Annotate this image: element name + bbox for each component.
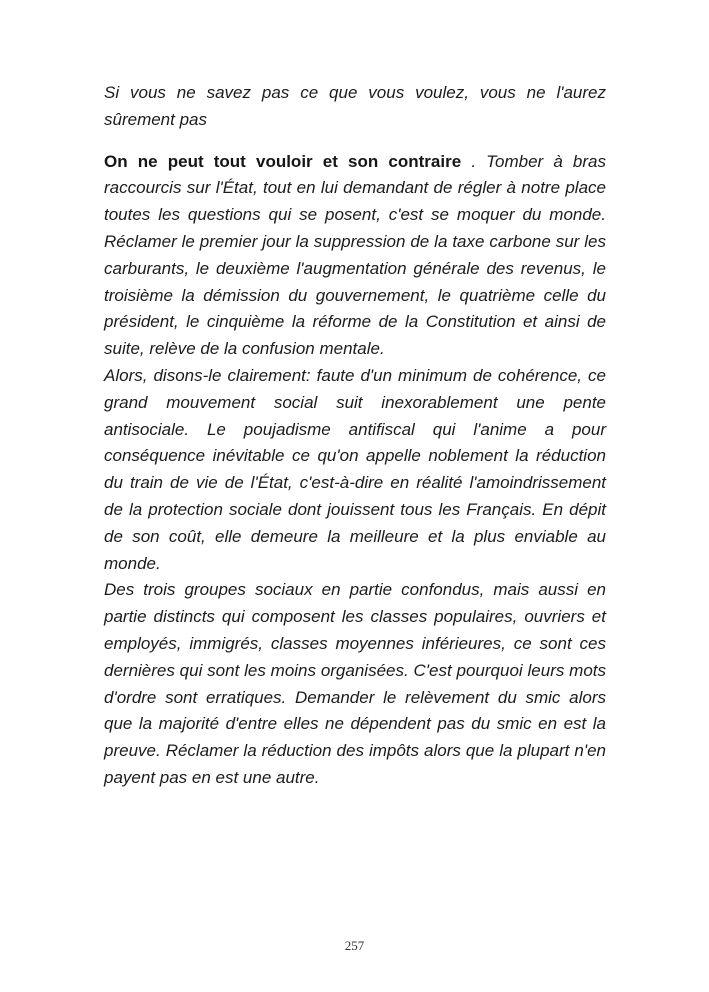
body-paragraph-3: Des trois groupes sociaux en partie confondus, mais aussi en partie distincts qui composent les classes populaires, ouvriers et employés, immigrés, classes moyennes inférieures, ce sont ces dernières qui sont les moins organisées. C'est pourquoi leurs mots d'ordre sont erratiques. Demander le relèvement du smic alors que la majorité d'entre elles ne dépendent pas du smic en est la preuve. Réclamer la réduction des impôts alors que la plupart n'en payent pas en est une autre.: [104, 580, 606, 787]
body-paragraph-1: [104, 149, 606, 363]
bold-lead-sentence: On ne peut tout vouloir et son contraire: [104, 151, 462, 171]
body-paragraph-1-text: . Tomber à bras raccourcis sur l'État, tout en lui demandant de régler à notre place toutes les questions qui se posent, c'est se moquer du monde. Réclamer le premier jour la suppression de la taxe carbone sur les carburants, le deuxième l'augmentation générale des revenus, le troisième la démission du gouvernement, le quatrième celle du président, le cinquième la réforme de la Constitution et ainsi de suite, relève de la confusion mentale.: [104, 151, 606, 359]
page-number: 257: [344, 938, 365, 953]
text-block: [104, 80, 606, 792]
intro-paragraph: Si vous ne savez pas ce que vous voulez, vous ne l'aurez sûrement pas: [104, 83, 606, 129]
body-paragraph-2: Alors, disons-le clairement: faute d'un minimum de cohérence, ce grand mouvement social suit inexorablement une pente antisociale. Le poujadisme antifiscal qui l'anime a pour conséquence inévitable ce qu'on appelle noblement la réduction du train de vie de l'État, c'est-à-dire en réalité l'amoindrissement de la protection sociale dont jouissent tous les Français. En dépit de son coût, elle demeure la meilleure et la plus enviable au monde.: [104, 365, 606, 573]
